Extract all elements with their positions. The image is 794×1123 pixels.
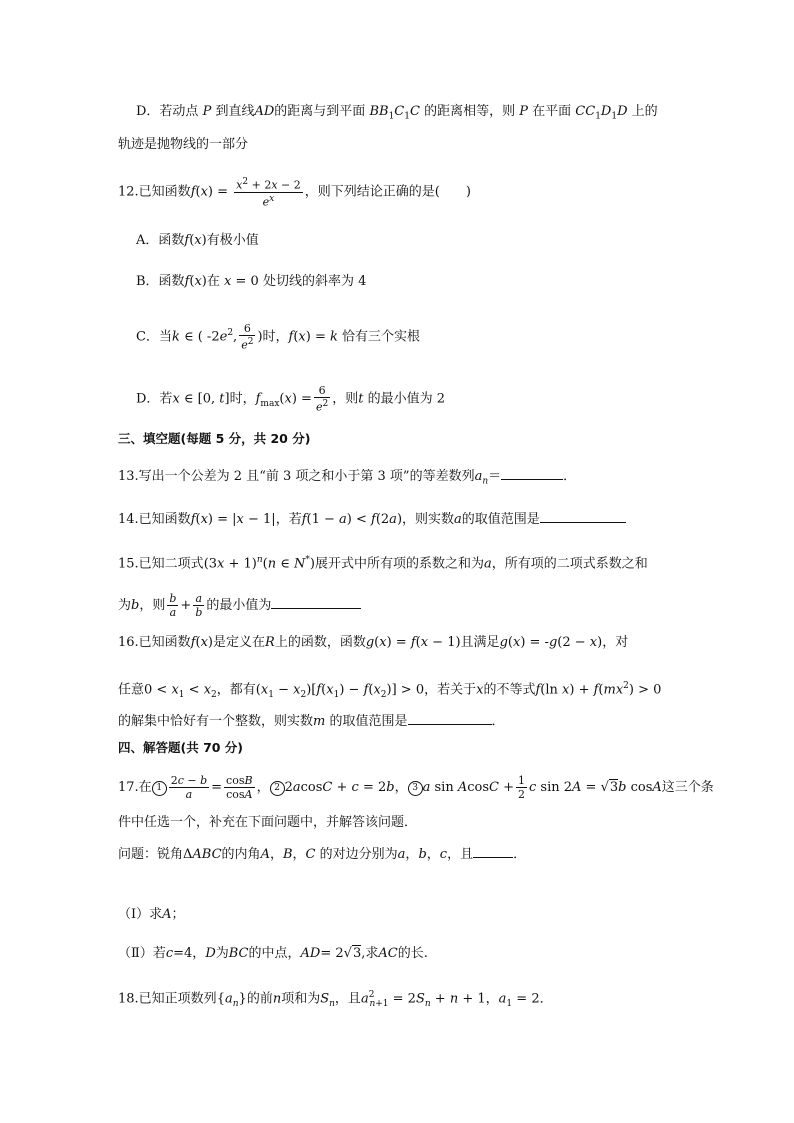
q12-option-a: A．函数f(x)有极小值	[136, 233, 259, 248]
q17-condition-blank[interactable]	[473, 845, 513, 858]
q11-option-d-line2: 轨迹是抛物线的一部分	[118, 137, 249, 152]
q16-line3: 的解集中恰好有一个整数，则实数m 的取值范围是 ．	[118, 714, 505, 729]
q15-line1: 15.已知二项式$(3x + 1)^n(n$ ∈ N*)展开式中所有项的系数之和为a，所有项的二项式系数之和	[118, 555, 648, 572]
q17-part-2: （Ⅱ）若c=4，D为BC的中点，AD= 2√3,求AC的长.	[118, 946, 428, 961]
q15-answer-blank[interactable]	[271, 596, 361, 609]
q17-line2: 件中任选一个，补充在下面问题中，并解答该问题．	[118, 815, 418, 830]
q14: 14.已知函数f(x) = |x − 1|，若f(1 − a) < f(2a)，则实数a的取值范围是	[118, 510, 626, 529]
q13: 13.写出一个公差为 2 且“前 3 项之和小于第 3 项”的等差数列$a_n=$ ．	[118, 469, 577, 487]
q17-line1: 17.在 1 $\frac{2c - b}{a}$ = $\frac{\cos B}{\cos A}$ ， 2 2acosC + c = 2b， 3 a sin AcosC + $\frac{1}{2}$ c sin 2A = √3b cosA这三个条	[118, 774, 714, 801]
q11-option-d-line1: D．若动点 P 到直线AD的距离与到平面 $BB_1C_1C$ 的距离相等，则 P 在平面 $CC_1D_1D$ 上的	[136, 104, 658, 122]
section-4-title: 四、解答题(共 70 分)	[118, 740, 244, 755]
q16-line1: 16.已知函数f(x)是定义在R上的函数，函数g(x) = f(x − 1)且满足g(x) = -g(2 − x)，对	[118, 635, 629, 650]
q16-answer-blank[interactable]	[408, 712, 492, 725]
q14-answer-blank[interactable]	[540, 510, 626, 523]
q12-option-c: C．当k ∈ ( $-2e^2$, $\frac{6}{e^2}$ )时，f(x) = k 恰有三个实根	[136, 322, 421, 352]
q17-part-1: （Ⅰ）求A；	[118, 907, 185, 922]
q15-line2: 为b，则 $\frac{b}{a}$ + $\frac{a}{b}$ 的最小值为	[118, 592, 361, 619]
q17-line3: 问题：锐角ΔABC的内角A，B，C 的对边分别为a，b，c，且 ．	[118, 847, 527, 862]
q12-option-d: D．若x ∈ [0, t]时，$f_{max}(x)$ = $\frac{6}{e^2}$ ，则t 的最小值为 2	[136, 384, 445, 414]
q18: 18.已知正项数列$\{a_n\}$的前n项和为$S_n$，且$a^2_{n+1} = 2S_n + n + 1$，$a_1 = 2$．	[118, 990, 553, 1009]
q12-stem: 12.已知函数f(x) = $\frac{x^2 + 2x - 2}{e^x}$ ，则下列结论正确的是( )	[118, 177, 471, 209]
q13-answer-blank[interactable]	[501, 467, 563, 480]
q12-option-b: B．函数f(x)在 x = 0 处切线的斜率为 4	[136, 274, 367, 289]
section-3-title: 三、填空题(每题 5 分，共 20 分)	[118, 431, 311, 446]
q16-line2: 任意$0 < x_1 < x_2$，都有$(x_1 - x_2)[f(x_1) - f(x_2)] > 0$，若关于x的不等式f(ln $x) + f(mx^2) > 0$	[118, 681, 662, 700]
